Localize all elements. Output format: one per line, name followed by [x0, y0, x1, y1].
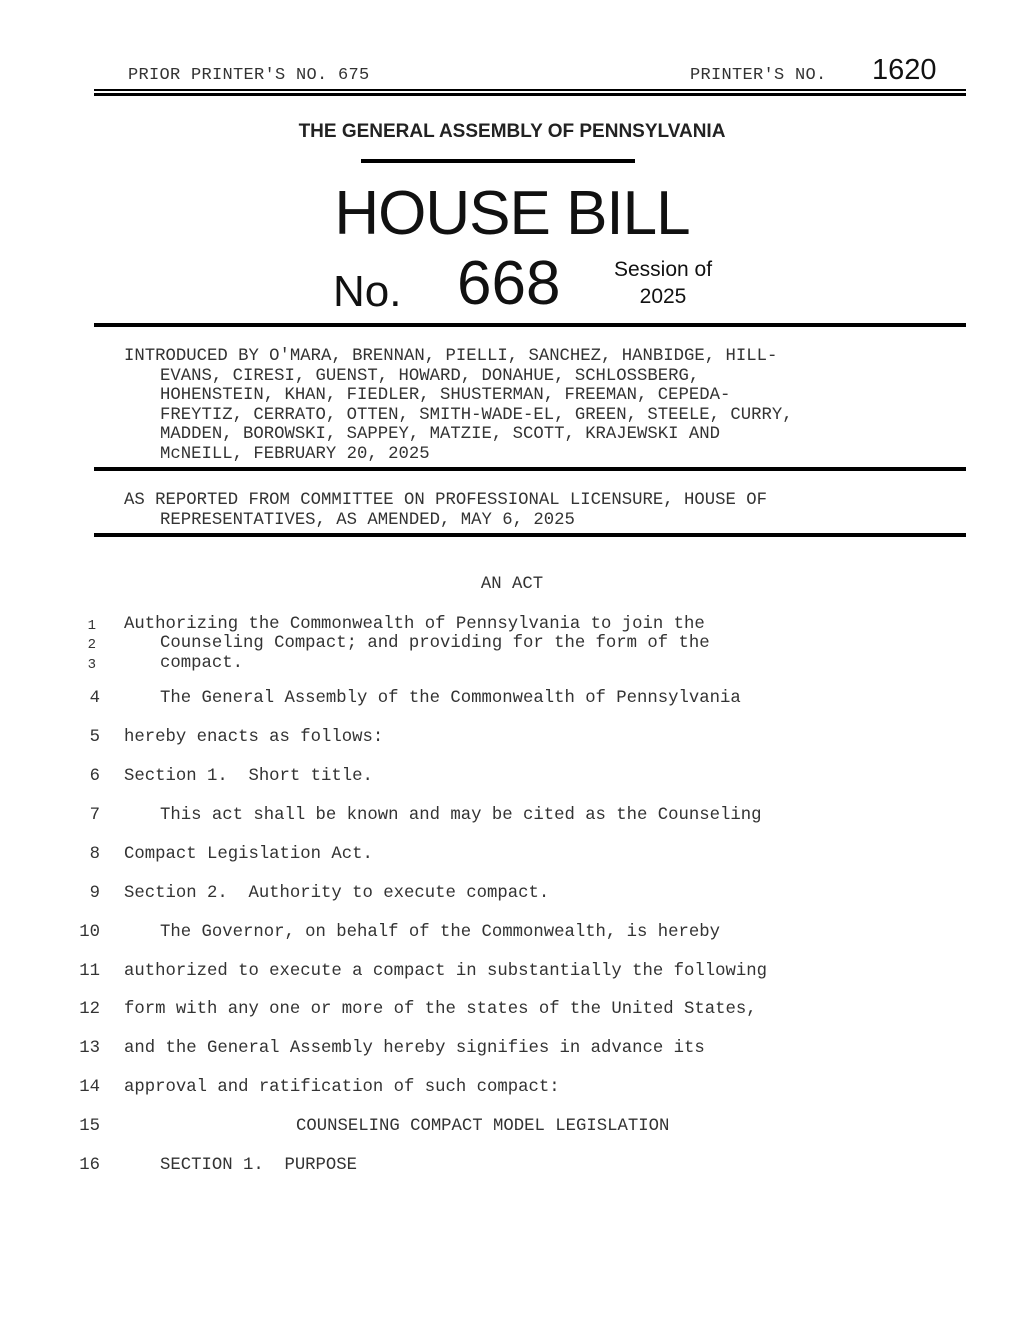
printer-number-label: PRINTER'S NO. [690, 66, 827, 85]
line-number: 3 [87, 657, 96, 673]
header-rule-top [94, 89, 966, 91]
line-number: 8 [89, 845, 100, 864]
section-heading: Section 1. Short title. [124, 767, 373, 786]
introduced-rule [94, 467, 966, 471]
session-year: 2025 [639, 285, 687, 308]
body-line: This act shall be known and may be cited as the Counseling [160, 806, 762, 825]
line-number: 15 [79, 1117, 100, 1136]
line-number: 14 [79, 1078, 100, 1097]
section-heading: SECTION 1. PURPOSE [160, 1156, 358, 1175]
compact-heading: COUNSELING COMPACT MODEL LEGISLATION [296, 1117, 670, 1136]
header-rule-bottom [94, 93, 966, 96]
introduced-line-4: FREYTIZ, CERRATO, OTTEN, SMITH-WADE-EL, GREEN, STEELE, CURRY, [160, 406, 793, 425]
section-heading: Section 2. Authority to execute compact. [124, 884, 550, 903]
line-number: 11 [79, 962, 100, 981]
bill-number-label: No. [333, 267, 402, 316]
line-number: 16 [79, 1156, 100, 1175]
body-line: The General Assembly of the Commonwealth of Pennsylvania [160, 689, 741, 708]
body-line: Compact Legislation Act. [124, 845, 373, 864]
introduced-line-2: EVANS, CIRESI, GUENST, HOWARD, DONAHUE, SCHLOSSBERG, [160, 367, 700, 386]
line-number: 7 [89, 806, 100, 825]
line-number: 1 [87, 618, 96, 634]
line-number: 4 [89, 689, 100, 708]
line-number: 2 [87, 637, 96, 653]
reported-line-1: AS REPORTED FROM COMMITTEE ON PROFESSIONAL LICENSURE, HOUSE OF [124, 491, 767, 510]
prior-printer-number: PRIOR PRINTER'S NO. 675 [128, 66, 370, 85]
body-line: hereby enacts as follows: [124, 728, 384, 747]
title-rule [94, 323, 966, 327]
line-number: 13 [79, 1039, 100, 1058]
line-number: 9 [89, 884, 100, 903]
title-line: Counseling Compact; and providing for the form of the [160, 634, 710, 653]
printer-number: 1620 [872, 54, 937, 86]
assembly-underline [361, 159, 635, 163]
title-line: compact. [160, 654, 243, 673]
reported-rule [94, 533, 966, 537]
an-act-heading: AN ACT [480, 575, 544, 594]
bill-number: 668 [457, 249, 561, 318]
body-line: approval and ratification of such compact: [124, 1078, 560, 1097]
bill-type: HOUSE BILL [334, 179, 690, 248]
line-number: 12 [79, 1000, 100, 1019]
introduced-line-1: INTRODUCED BY O'MARA, BRENNAN, PIELLI, SANCHEZ, HANBIDGE, HILL- [124, 347, 778, 366]
line-number: 10 [79, 923, 100, 942]
body-line: The Governor, on behalf of the Commonwealth, is hereby [160, 923, 721, 942]
line-number: 5 [89, 728, 100, 747]
title-line: Authorizing the Commonwealth of Pennsylvania to join the [124, 615, 705, 634]
introduced-line-3: HOHENSTEIN, KHAN, FIEDLER, SHUSTERMAN, FREEMAN, CEPEDA- [160, 386, 731, 405]
introduced-line-6: McNEILL, FEBRUARY 20, 2025 [160, 445, 430, 464]
session-label: Session of [613, 258, 713, 281]
body-line: authorized to execute a compact in substantially the following [124, 962, 767, 981]
assembly-heading: THE GENERAL ASSEMBLY OF PENNSYLVANIA [298, 121, 726, 142]
body-line: form with any one or more of the states of the United States, [124, 1000, 757, 1019]
line-number: 6 [89, 767, 100, 786]
introduced-line-5: MADDEN, BOROWSKI, SAPPEY, MATZIE, SCOTT, KRAJEWSKI AND [160, 425, 721, 444]
body-line: and the General Assembly hereby signifies in advance its [124, 1039, 705, 1058]
reported-line-2: REPRESENTATIVES, AS AMENDED, MAY 6, 2025 [160, 511, 575, 530]
